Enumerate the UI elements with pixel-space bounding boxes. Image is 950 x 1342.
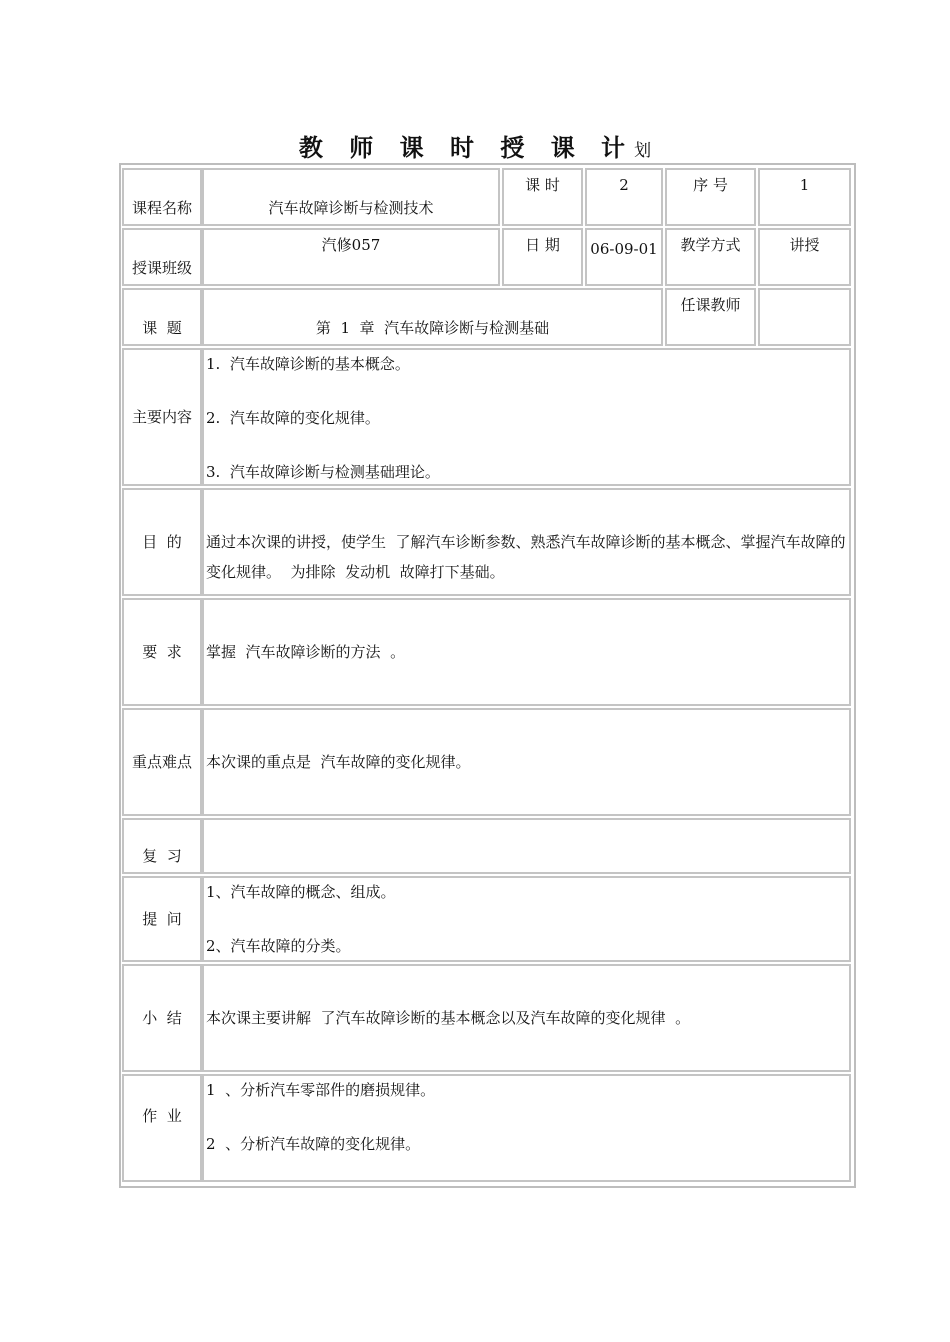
summary-label: 小 结	[142, 1009, 182, 1027]
topic-label-cell	[122, 288, 202, 346]
seq-label: 序 号	[693, 176, 728, 194]
seq-value-cell	[758, 168, 851, 226]
date-value-cell	[585, 228, 663, 286]
summary-text: 本次课主要讲解 了汽车故障诊断的基本概念以及汽车故障的变化规律 。	[206, 1009, 691, 1027]
review-label-cell	[122, 818, 202, 874]
course-name-value-cell	[202, 168, 500, 226]
requirement-cell	[202, 598, 851, 706]
seq-value: 1	[799, 176, 810, 194]
hours-label-cell	[502, 168, 583, 226]
questions-label-cell	[122, 876, 202, 962]
teacher-value-cell	[758, 288, 851, 346]
teacher-label: 任课教师	[680, 296, 741, 314]
homework-item-1: 1 、分析汽车零部件的磨损规律。	[206, 1081, 436, 1099]
date-value: 06-09-01	[590, 240, 658, 258]
key-points-label: 重点难点	[131, 753, 192, 771]
seq-label-cell	[665, 168, 756, 226]
hours-value-cell	[585, 168, 663, 226]
key-points-text: 本次课的重点是 汽车故障的变化规律。	[206, 753, 471, 771]
homework-label: 作 业	[142, 1107, 182, 1125]
hours-label: 课 时	[525, 176, 560, 194]
summary-cell	[202, 964, 851, 1072]
class-label-cell	[122, 228, 202, 286]
topic-value-cell	[202, 288, 663, 346]
date-label: 日 期	[525, 236, 560, 254]
questions-cell	[202, 876, 851, 962]
questions-label: 提 问	[142, 910, 182, 928]
topic-value: 第 1 章 汽车故障诊断与检测基础	[315, 319, 550, 337]
main-content-cell	[202, 348, 851, 486]
homework-item-2: 2 、分析汽车故障的变化规律。	[206, 1135, 421, 1153]
review-cell	[202, 818, 851, 874]
method-label: 教学方式	[680, 236, 741, 254]
main-content-label-cell	[122, 348, 202, 486]
main-content-item-3: 3. 汽车故障诊断与检测基础理论。	[206, 463, 440, 481]
method-label-cell	[665, 228, 756, 286]
main-content-label: 主要内容	[131, 408, 192, 426]
class-value-cell	[202, 228, 500, 286]
method-value-cell	[758, 228, 851, 286]
hours-value: 2	[619, 176, 629, 194]
course-name-value: 汽车故障诊断与检测技术	[268, 199, 434, 217]
class-label: 授课班级	[131, 259, 192, 277]
purpose-text: 通过本次课的讲授，使学生 了解汽车诊断参数、熟悉汽车故障诊断的基本概念、掌握汽车故障的变化规律。 为排除 发动机 故障打下基础。	[206, 533, 846, 581]
purpose-label: 目 的	[142, 533, 182, 551]
summary-label-cell	[122, 964, 202, 1072]
requirement-label-cell	[122, 598, 202, 706]
class-value: 汽修057	[321, 236, 381, 254]
key-points-label-cell	[122, 708, 202, 816]
method-value: 讲授	[789, 236, 820, 254]
purpose-cell	[202, 488, 851, 596]
teacher-label-cell	[665, 288, 756, 346]
homework-label-cell	[122, 1074, 202, 1182]
purpose-label-cell	[122, 488, 202, 596]
key-points-cell	[202, 708, 851, 816]
question-item-2: 2、汽车故障的分类。	[206, 937, 351, 955]
date-label-cell	[502, 228, 583, 286]
page-title: 教 师 课 时 授 课 计划	[298, 134, 652, 162]
requirement-label: 要 求	[142, 643, 182, 661]
question-item-1: 1、汽车故障的概念、组成。	[206, 883, 396, 901]
main-content-item-2: 2. 汽车故障的变化规律。	[206, 409, 380, 427]
review-label: 复 习	[142, 847, 182, 865]
course-name-label: 课程名称	[131, 199, 192, 217]
topic-label: 课 题	[142, 319, 182, 337]
homework-cell	[202, 1074, 851, 1182]
course-name-label-cell	[122, 168, 202, 226]
requirement-text: 掌握 汽车故障诊断的方法 。	[206, 643, 406, 661]
main-content-item-1: 1. 汽车故障诊断的基本概念。	[206, 355, 410, 373]
